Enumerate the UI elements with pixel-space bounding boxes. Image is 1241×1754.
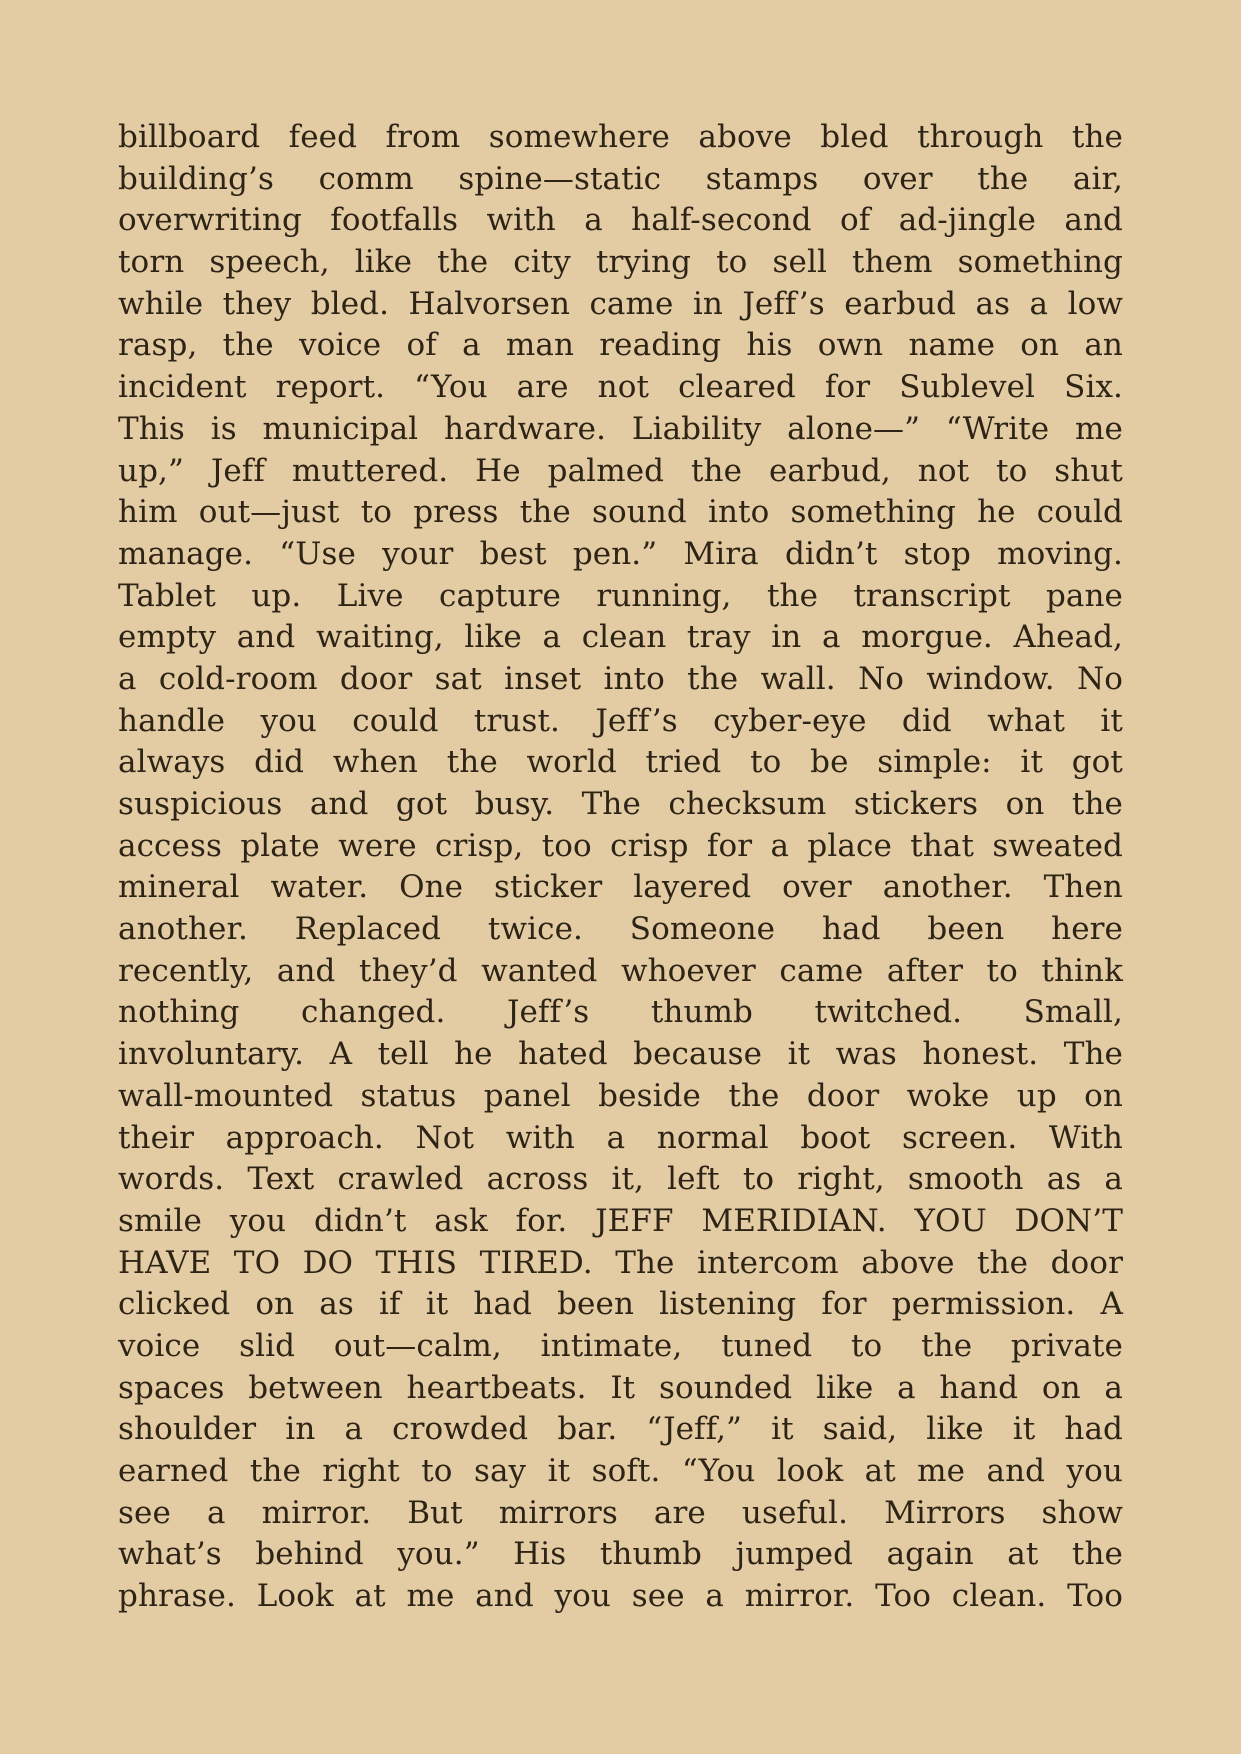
text-line: while they bled. Halvorsen came in Jeff’s earbud as a low — [118, 285, 1123, 322]
text-line: a cold-room door sat inset into the wall. No window. No — [118, 660, 1123, 697]
text-line: up,” Jeff muttered. He palmed the earbud, not to shut — [118, 452, 1123, 489]
text-line: HAVE TO DO THIS TIRED. The intercom above the door — [118, 1244, 1123, 1281]
text-line: clicked on as if it had been listening for permission. A — [118, 1286, 1123, 1323]
text-line: rasp, the voice of a man reading his own name on an — [118, 327, 1123, 364]
text-line: shoulder in a crowded bar. “Jeff,” it said, like it had — [118, 1411, 1123, 1448]
text-line: access plate were crisp, too crisp for a place that sweated — [118, 827, 1123, 864]
text-line: wall-mounted status panel beside the door woke up on — [118, 1077, 1123, 1114]
text-line: billboard feed from somewhere above bled through the — [118, 119, 1123, 155]
text-line: Tablet up. Live capture running, the transcript pane — [118, 577, 1123, 614]
text-line: manage. “Use your best pen.” Mira didn’t stop moving. — [118, 535, 1123, 572]
text-line: involuntary. A tell he hated because it was honest. The — [118, 1036, 1123, 1073]
text-line: handle you could trust. Jeff’s cyber-eye did what it — [118, 702, 1123, 739]
text-line: building’s comm spine—static stamps over the air, — [118, 160, 1123, 197]
text-line: earned the right to say it soft. “You look at me and you — [118, 1453, 1123, 1489]
text-line: their approach. Not with a normal boot screen. With — [118, 1119, 1123, 1156]
text-line: smile you didn’t ask for. JEFF MERIDIAN. YOU DON’T — [118, 1202, 1123, 1239]
text-line: torn speech, like the city trying to sell them something — [118, 244, 1123, 281]
text-line: him out—just to press the sound into something he could — [118, 494, 1123, 531]
text-line: phrase. Look at me and you see a mirror. Too clean. Too — [118, 1578, 1123, 1615]
text-line: see a mirror. But mirrors are useful. Mirrors show — [118, 1494, 1123, 1531]
text-line: overwriting footfalls with a half-second of ad-jingle and — [118, 202, 1123, 239]
text-line: nothing changed. Jeff’s thumb twitched. Small, — [118, 994, 1123, 1031]
text-line: words. Text crawled across it, left to right, smooth as a — [118, 1161, 1123, 1198]
text-line: what’s behind you.” His thumb jumped again at the — [118, 1536, 1123, 1573]
text-line: suspicious and got busy. The checksum stickers on the — [118, 786, 1123, 822]
text-line: spaces between heartbeats. It sounded like a hand on a — [118, 1369, 1123, 1406]
text-line: empty and waiting, like a clean tray in a morgue. Ahead, — [118, 619, 1123, 656]
text-line: incident report. “You are not cleared for Sublevel Six. — [118, 369, 1123, 406]
text-line: always did when the world tried to be simple: it got — [118, 744, 1123, 781]
text-line: voice slid out—calm, intimate, tuned to the private — [118, 1327, 1123, 1364]
text-line: recently, and they’d wanted whoever came after to think — [118, 952, 1123, 989]
text-line: mineral water. One sticker layered over another. Then — [118, 869, 1123, 906]
text-line: This is municipal hardware. Liability alone—” “Write me — [118, 410, 1123, 447]
text-line: another. Replaced twice. Someone had been here — [118, 911, 1123, 948]
body-text — [118, 117, 1123, 1618]
